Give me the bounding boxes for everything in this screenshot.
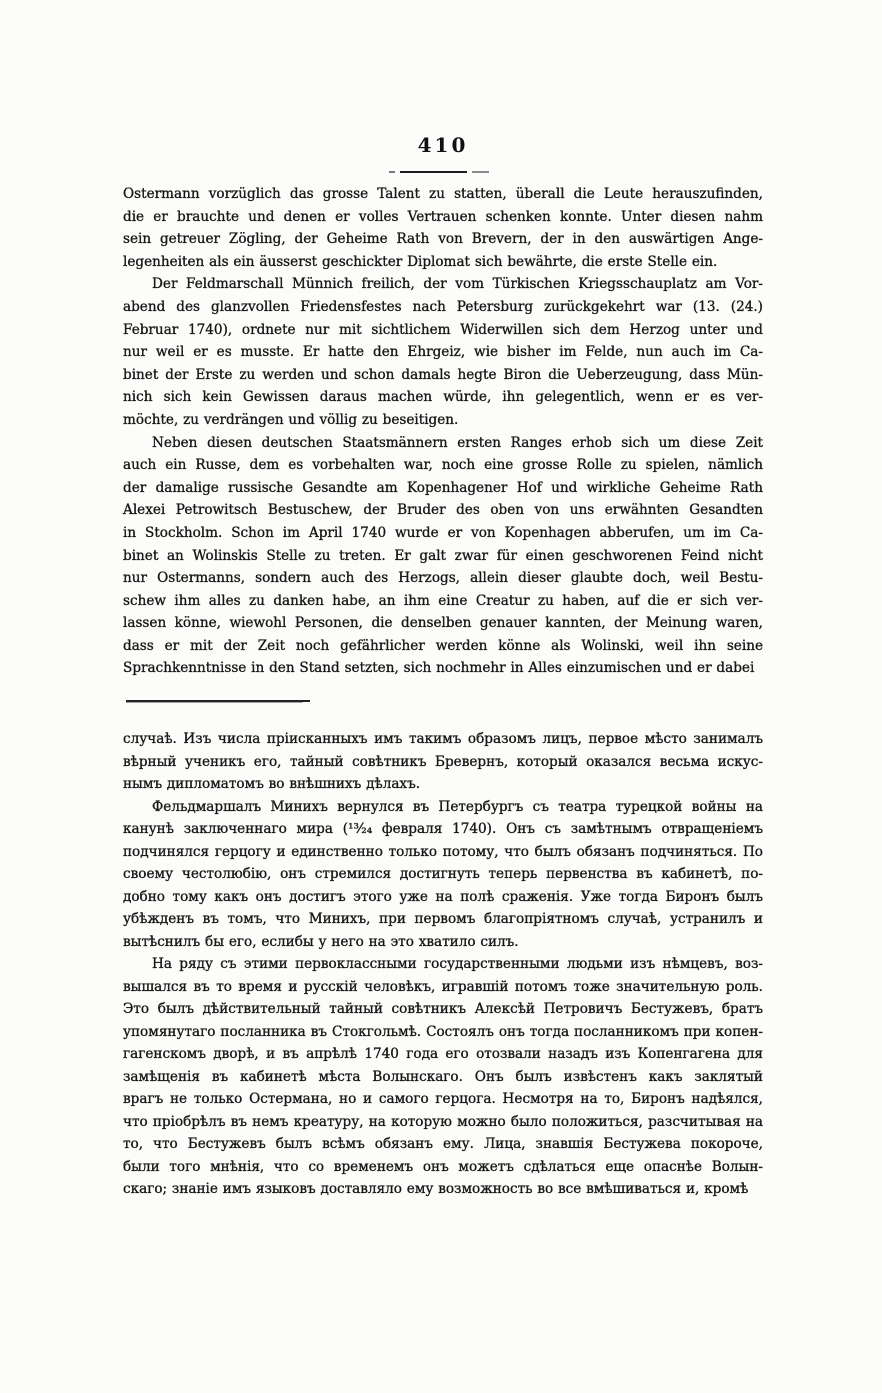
page-number: 410 <box>417 133 469 157</box>
text-line: убѣжденъ въ томъ, что Минихъ, при первомъ благопріятномъ случаѣ, устранилъ и <box>123 911 763 927</box>
text-line: abend des glanzvollen Friedensfestes nach Petersburg zurückgekehrt war (13. (24.) <box>123 298 763 315</box>
text-line: упомянутаго посланника въ Стокгольмѣ. Состоялъ онъ тогда посланникомъ при копен- <box>123 1023 763 1040</box>
text-line: канунѣ заключеннаго мира (¹³⁄₂₄ февраля 1740). Онъ съ замѣтнымъ отвращеніемъ <box>123 821 763 837</box>
text-line: auch ein Russe, dem es vorbehalten war, noch eine grosse Rolle zu spielen, nämlich <box>123 457 763 474</box>
page-number-rule <box>389 170 489 174</box>
text-line: врагъ не только Остермана, но и самого герцога. Несмотря на то, Биронъ надѣялся, <box>123 1091 763 1107</box>
text-line: schew ihm alles zu danken habe, an ihm eine Creatur zu haben, auf die er sich ver- <box>123 592 763 609</box>
paragraph <box>123 432 763 681</box>
text-line: своему честолюбію, онъ стремился достигнуть теперь первенства въ кабинетѣ, по- <box>123 866 763 882</box>
text-line: nur weil er es musste. Er hatte den Ehrgeiz, wie bisher im Felde, nun auch im Ca- <box>123 344 763 361</box>
text-line: nur Ostermanns, sondern auch des Herzogs, allein dieser glaubte doch, weil Bestu- <box>123 570 763 587</box>
text-line: möchte, zu verdrängen und völlig zu beseitigen. <box>123 411 459 428</box>
text-line: Neben diesen deutschen Staatsmännern ersten Ranges erhob sich um diese Zeit <box>152 434 763 451</box>
text-line: вытѣснилъ бы его, еслибы у него на это хватило силъ. <box>123 933 519 950</box>
german-text-section <box>123 183 763 680</box>
text-line: Ostermann vorzüglich das grosse Talent zu statten, überall die Leute herauszufinden, <box>123 186 763 202</box>
text-line: lassen könne, wiewohl Personen, die denselben genauer kannten, der Meinung waren, <box>123 615 763 632</box>
paragraph <box>123 273 763 431</box>
text-line: гагенскомъ дворѣ, и въ апрѣлѣ 1740 года его отозвали назадъ изъ Копенгагена для <box>123 1046 763 1062</box>
text-line: binet an Wolinskis Stelle zu treten. Er galt zwar für einen geschworenen Feind nicht <box>123 547 763 564</box>
text-line: вышался въ то время и русскій человѣкъ, игравшій потомъ тоже значительную роль. <box>123 978 763 995</box>
text-line: Это былъ дѣйствительный тайный совѣтникъ Алексѣй Петровичъ Бестужевъ, братъ <box>123 1001 763 1017</box>
text-line: были того мнѣнія, что со временемъ онъ можетъ сдѣлаться еще опаснѣе Волын- <box>123 1158 763 1175</box>
text-line: binet der Erste zu werden und schon damals hegte Biron die Ueberzeugung, dass Mün- <box>123 366 763 383</box>
text-line: подчинялся герцогу и единственно только потому, что былъ обязанъ подчиняться. По <box>123 843 763 860</box>
text-line: что пріобрѣлъ въ немъ креатуру, на которую можно было положиться, разсчитывая на <box>123 1113 763 1130</box>
text-line: in Stockholm. Schon im April 1740 wurde er von Kopenhagen abberufen, um im Ca- <box>123 524 763 541</box>
text-line: вѣрный ученикъ его, тайный совѣтникъ Бревернъ, который оказался весьма искус- <box>123 753 763 770</box>
text-line: der damalige russische Gesandte am Kopenhagener Hof und wirkliche Geheime Rath <box>123 479 763 496</box>
text-line: нымъ дипломатомъ во внѣшнихъ дѣлахъ. <box>123 776 421 792</box>
paragraph <box>123 953 763 1201</box>
text-line: nich sich kein Gewissen daraus machen würde, ihn gelegentlich, wenn er es ver- <box>123 389 763 406</box>
paragraph <box>123 796 763 954</box>
text-line: sein getreuer Zögling, der Geheime Rath von Brevern, der in den auswärtigen Ange- <box>123 231 763 248</box>
text-line: На ряду съ этими первоклассными государственными людьми изъ нѣмцевъ, воз- <box>152 956 763 972</box>
text-line: Фельдмаршалъ Минихъ вернулся въ Петербургъ съ театра турецкой войны на <box>152 798 763 815</box>
text-line: Alexei Petrowitsch Bestuschew, der Bruder des oben von uns erwähnten Gesandten <box>123 502 763 519</box>
text-line: dass er mit der Zeit noch gefährlicher werden könne als Wolinski, weil ihn seine <box>123 637 763 654</box>
text-line: замѣщенія въ кабинетѣ мѣста Волынскаго. Онъ былъ извѣстенъ какъ заклятый <box>123 1068 763 1085</box>
text-line: скаго; знаніе имъ языковъ доставляло ему возможность во все вмѣшиваться и, кромѣ <box>123 1181 749 1197</box>
text-line: die er brauchte und denen er volles Vertrauen schenken konnte. Unter diesen nahm <box>123 208 763 225</box>
footnote-divider <box>126 700 310 703</box>
text-line: Sprachkenntnisse in den Stand setzten, sich nochmehr in Alles einzumischen und er dabei <box>123 660 755 677</box>
text-line: то, что Бестужевъ былъ всѣмъ обязанъ ему. Лица, знавшія Бестужева покороче, <box>123 1136 763 1152</box>
text-line: legenheiten als ein äusserst geschickter Diplomat sich bewährte, die erste Stelle ein. <box>123 253 718 270</box>
text-line: добно тому какъ онъ достигъ этого уже на полѣ сраженія. Уже тогда Биронъ былъ <box>123 888 763 905</box>
text-line: случаѣ. Изъ числа пріисканныхъ имъ такимъ образомъ лицъ, первое мѣсто занималъ <box>123 731 763 747</box>
text-line: Februar 1740), ordnete nur mit sichtlichem Widerwillen sich dem Herzog unter und <box>123 321 763 338</box>
paragraph <box>123 728 763 796</box>
text-line: Der Feldmarschall Münnich freilich, der vom Türkischen Kriegsschauplatz am Vor- <box>152 276 763 293</box>
paragraph <box>123 183 763 273</box>
russian-text-section <box>123 728 763 1201</box>
